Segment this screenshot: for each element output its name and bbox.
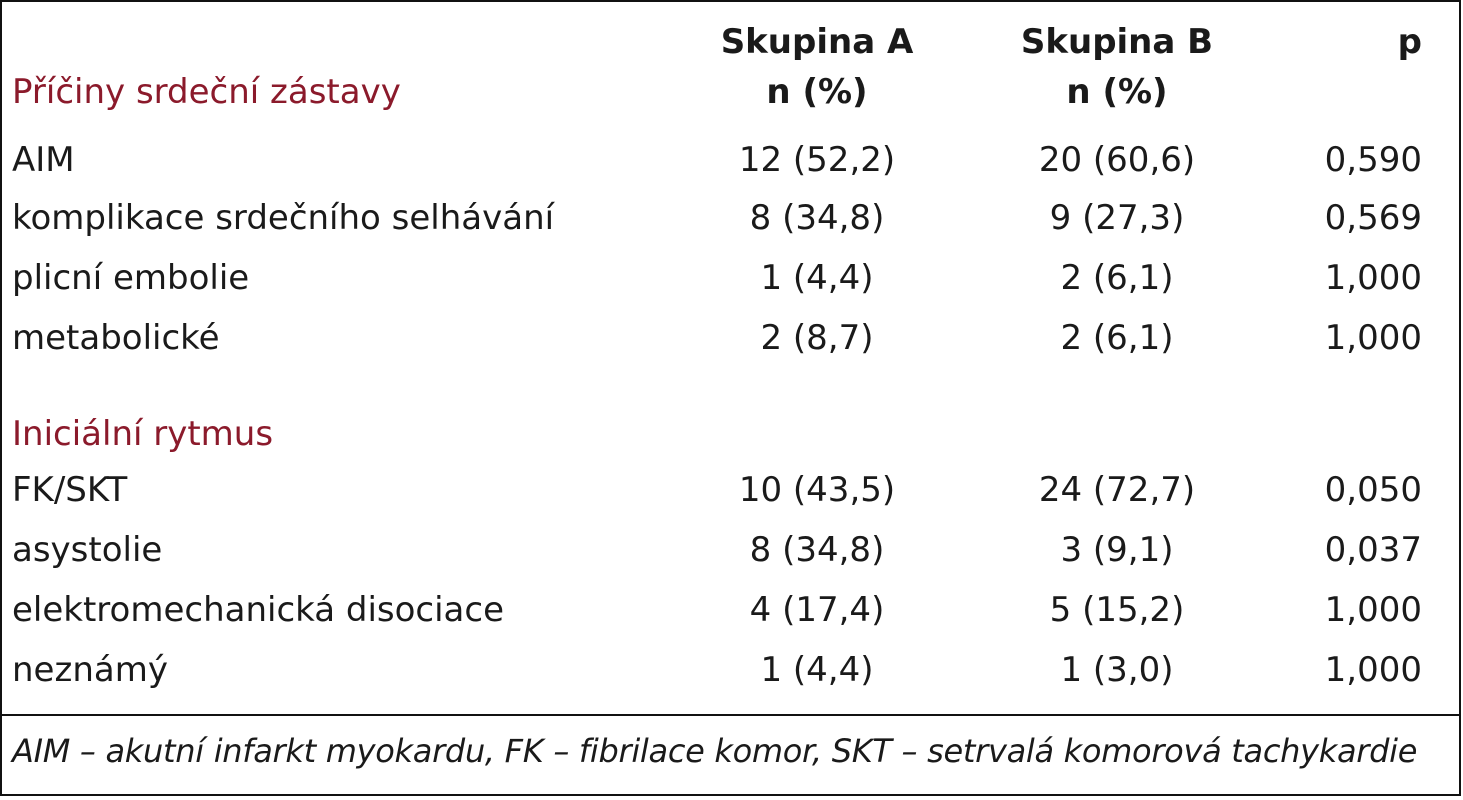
row-value-a: 8 (34,8) [749,198,885,238]
footnote: AIM – akutní infarkt myokardu, FK – fibrilace komor, SKT – setrvalá komorová tachykardie [12,732,1418,770]
table-row [2,130,1459,190]
row-p-value: 0,037 [1324,530,1422,570]
row-value-b: 2 (6,1) [1060,258,1174,298]
row-label: FK/SKT [12,470,128,510]
header-p-value [1292,17,1422,67]
table-row [2,460,1459,520]
header-group-b-name: Skupina B [1020,22,1214,62]
row-label: asystolie [12,530,163,570]
row-value-b: 9 (27,3) [1049,198,1185,238]
row-p-value: 0,569 [1324,198,1422,238]
row-value-b: 1 (3,0) [1060,650,1174,690]
row-label: elektromechanická disociace [12,590,505,630]
row-label: AIM [12,140,75,180]
row-value-a: 1 (4,4) [760,650,874,690]
row-value-a: 8 (34,8) [749,530,885,570]
section-title-row [2,404,1459,464]
row-p-value: 1,000 [1324,258,1422,298]
row-p-value: 1,000 [1324,650,1422,690]
row-value-a: 4 (17,4) [749,590,885,630]
header-group-a-name: Skupina A [720,22,914,62]
row-value-b: 5 (15,2) [1049,590,1185,630]
table-row [2,580,1459,640]
row-p-value: 0,590 [1324,140,1422,180]
row-value-a: 2 (8,7) [760,318,874,358]
row-p-value: 0,050 [1324,470,1422,510]
header-group-b-unit: n (%) [1066,72,1168,112]
row-value-b: 24 (72,7) [1038,470,1196,510]
header-group-a-unit: n (%) [766,72,868,112]
row-label: neznámý [12,650,168,690]
row-value-a: 12 (52,2) [738,140,896,180]
row-value-a: 10 (43,5) [738,470,896,510]
table-row [2,640,1459,700]
row-label: komplikace srdečního selhávání [12,198,555,238]
section-title-causes: Příčiny srdeční zástavy [12,72,401,112]
row-label: plicní embolie [12,258,250,298]
section-title-row [2,62,1459,122]
row-value-a: 1 (4,4) [760,258,874,298]
table-row [2,248,1459,308]
footnote-divider [2,714,1459,716]
table-row [2,308,1459,368]
header-p-label: p [1397,22,1422,62]
row-p-value: 1,000 [1324,318,1422,358]
row-p-value: 1,000 [1324,590,1422,630]
section-title-rhythm: Iniciální rytmus [12,414,274,454]
table-row [2,520,1459,580]
row-value-b: 3 (9,1) [1060,530,1174,570]
row-label: metabolické [12,318,220,358]
row-value-b: 20 (60,6) [1038,140,1196,180]
table-row [2,188,1459,248]
row-value-b: 2 (6,1) [1060,318,1174,358]
